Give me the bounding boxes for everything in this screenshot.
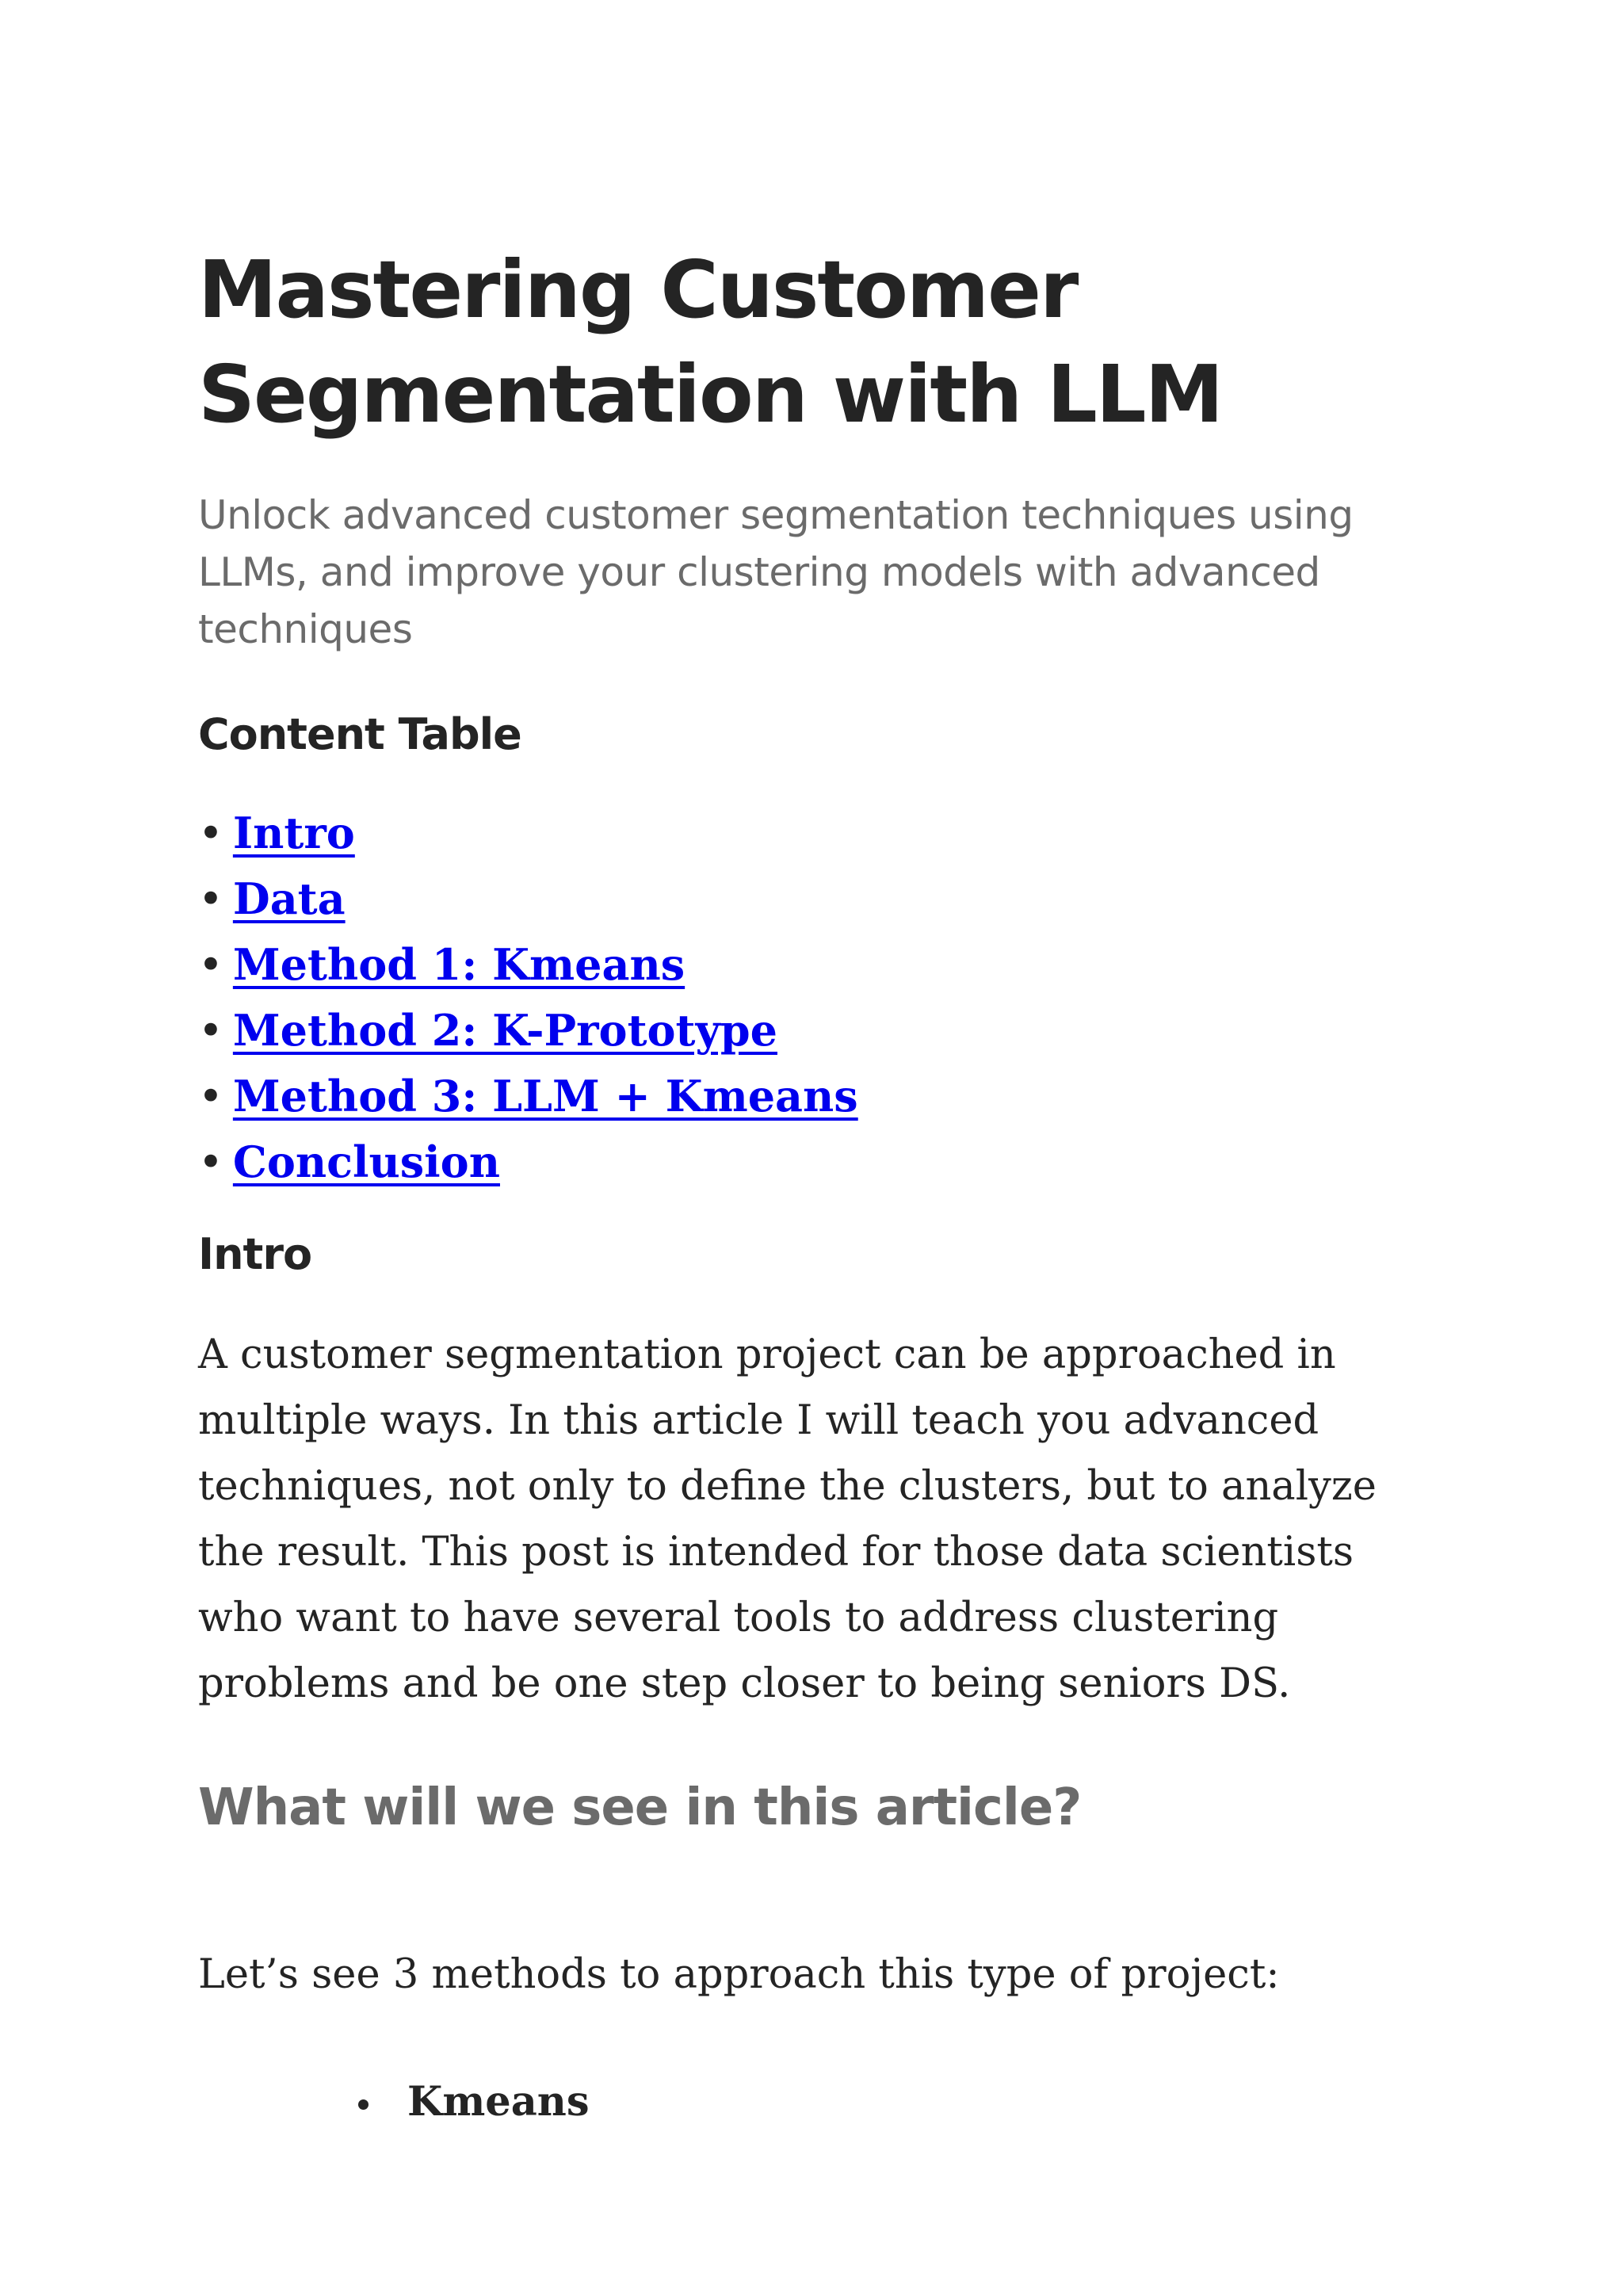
toc-link-method-1[interactable]: Method 1: Kmeans (232, 939, 685, 990)
toc-item-method-1 (198, 932, 1434, 998)
section-lead: Let’s see 3 methods to approach this type of project: (198, 1951, 1280, 1998)
toc-link-method-2[interactable]: Method 2: K-Prototype (232, 1005, 777, 1056)
bullet-dot-icon (358, 2099, 369, 2110)
article-title (198, 238, 1434, 447)
method-list (198, 2069, 1434, 2135)
article-title-line1: Mastering Customer (198, 243, 1078, 336)
toc-item-method-2 (198, 998, 1434, 1064)
toc-item-conclusion (198, 1129, 1434, 1195)
toc-bullet: • (198, 1137, 223, 1187)
section-heading: What will we see in this article? (198, 1778, 1082, 1837)
toc-link-conclusion[interactable]: Conclusion (232, 1137, 500, 1187)
toc-bullet: • (198, 1072, 223, 1121)
toc-bullet: • (198, 1006, 223, 1056)
toc-link-method-3[interactable]: Method 3: LLM + Kmeans (232, 1071, 858, 1121)
intro-heading: Intro (198, 1229, 312, 1279)
toc-link-data[interactable]: Data (232, 873, 346, 924)
method-list-item-label: Kmeans (407, 2078, 590, 2126)
toc-item-intro (198, 800, 1434, 866)
toc-heading: Content Table (198, 709, 521, 759)
toc-bullet: • (198, 808, 223, 858)
toc-bullet: • (198, 874, 223, 924)
toc-bullet: • (198, 940, 223, 990)
toc-list (198, 800, 1434, 1195)
toc-item-data (198, 866, 1434, 932)
toc-link-intro[interactable]: Intro (232, 808, 355, 858)
article-page (198, 238, 1434, 2135)
method-list-item (198, 2069, 1434, 2135)
article-title-line2: Segmentation with LLM (198, 348, 1223, 441)
intro-paragraph: A customer segmentation project can be approached in multiple ways. In this article I will teach you advanced techniques, not only to define the clusters, but to analyze the result. This post is intended for those data scientists who want to have several tools to address clustering problems and be one step closer to being seniors DS. (198, 1331, 1377, 1707)
toc-item-method-3 (198, 1064, 1434, 1129)
article-subtitle: Unlock advanced customer segmentation techniques using LLMs, and improve your clustering models with advanced techniques (198, 492, 1354, 652)
